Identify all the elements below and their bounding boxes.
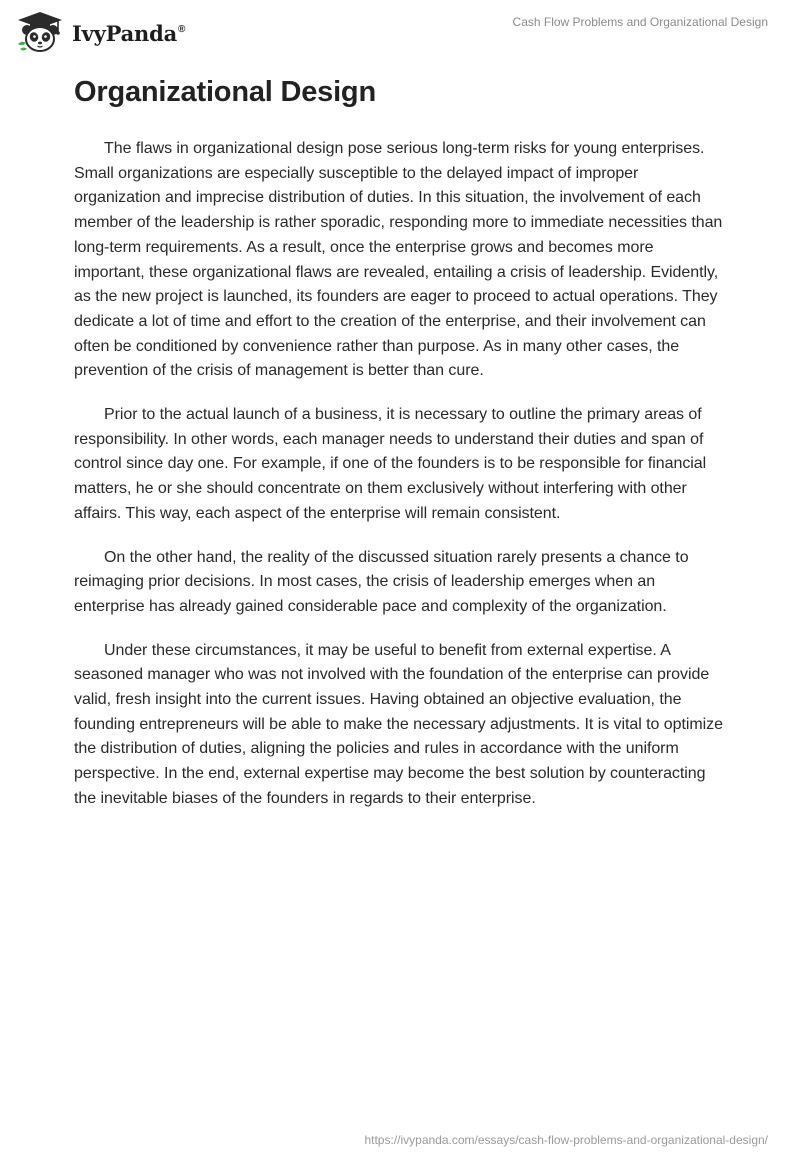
source-url[interactable]: https://ivypanda.com/essays/cash-flow-problems-and-organizational-design/ [364,1133,768,1147]
panda-graduate-icon [14,10,66,54]
running-head-title: Cash Flow Problems and Organizational Design [512,15,768,29]
brand-name: IvyPanda® [72,20,186,46]
brand-logo[interactable] [14,10,185,54]
paragraph-1: The flaws in organizational design pose serious long-term risks for young enterprises. Small organizations are especially susceptible to the delayed impact of improper organization and imprecise distribution of duties. In this situation, the involvement of each member of the leadership is rather sporadic, responding more to immediate necessities than long-term requirements. As a result, once the enterprise grows and becomes more important, these organizational flaws are revealed, entailing a crisis of leadership. Evidently, as the new project is launched, its founders are eager to proceed to actual operations. They dedicate a lot of time and effort to the creation of the enterprise, and their involvement can often be conditioned by convenience rather than purpose. As in many other cases, the prevention of the crisis of management is better than cure. [74,140,723,380]
registered-mark: ® [178,23,186,35]
article-body [74,70,726,831]
paragraph-3: On the other hand, the reality of the discussed situation rarely presents a chance to reimaging prior decisions. In most cases, the crisis of leadership emerges when an enterprise has already gained considerable pace and complexity of the organization. [74,548,689,615]
page-title: Organizational Design [74,76,376,108]
paragraph-2: Prior to the actual launch of a business, it is necessary to outline the primary areas of responsibility. In other words, each manager needs to understand their duties and span of control since day one. For example, if one of the founders is to be responsible for financial matters, he or she should concentrate on them exclusively without interfering with other affairs. This way, each aspect of the enterprise will remain consistent. [74,406,707,522]
paragraph-4: Under these circumstances, it may be useful to benefit from external expertise. A seasoned manager who was not involved with the foundation of the enterprise can provide valid, fresh insight into the current issues. Having obtained an objective evaluation, the founding entrepreneurs will be able to make the necessary adjustments. It is vital to optimize the distribution of duties, aligning the policies and rules in accordance with the uniform perspective. In the end, external expertise may become the best solution by counteracting the inevitable biases of the founders in regards to their enterprise. [74,641,723,807]
page-header [0,0,800,60]
